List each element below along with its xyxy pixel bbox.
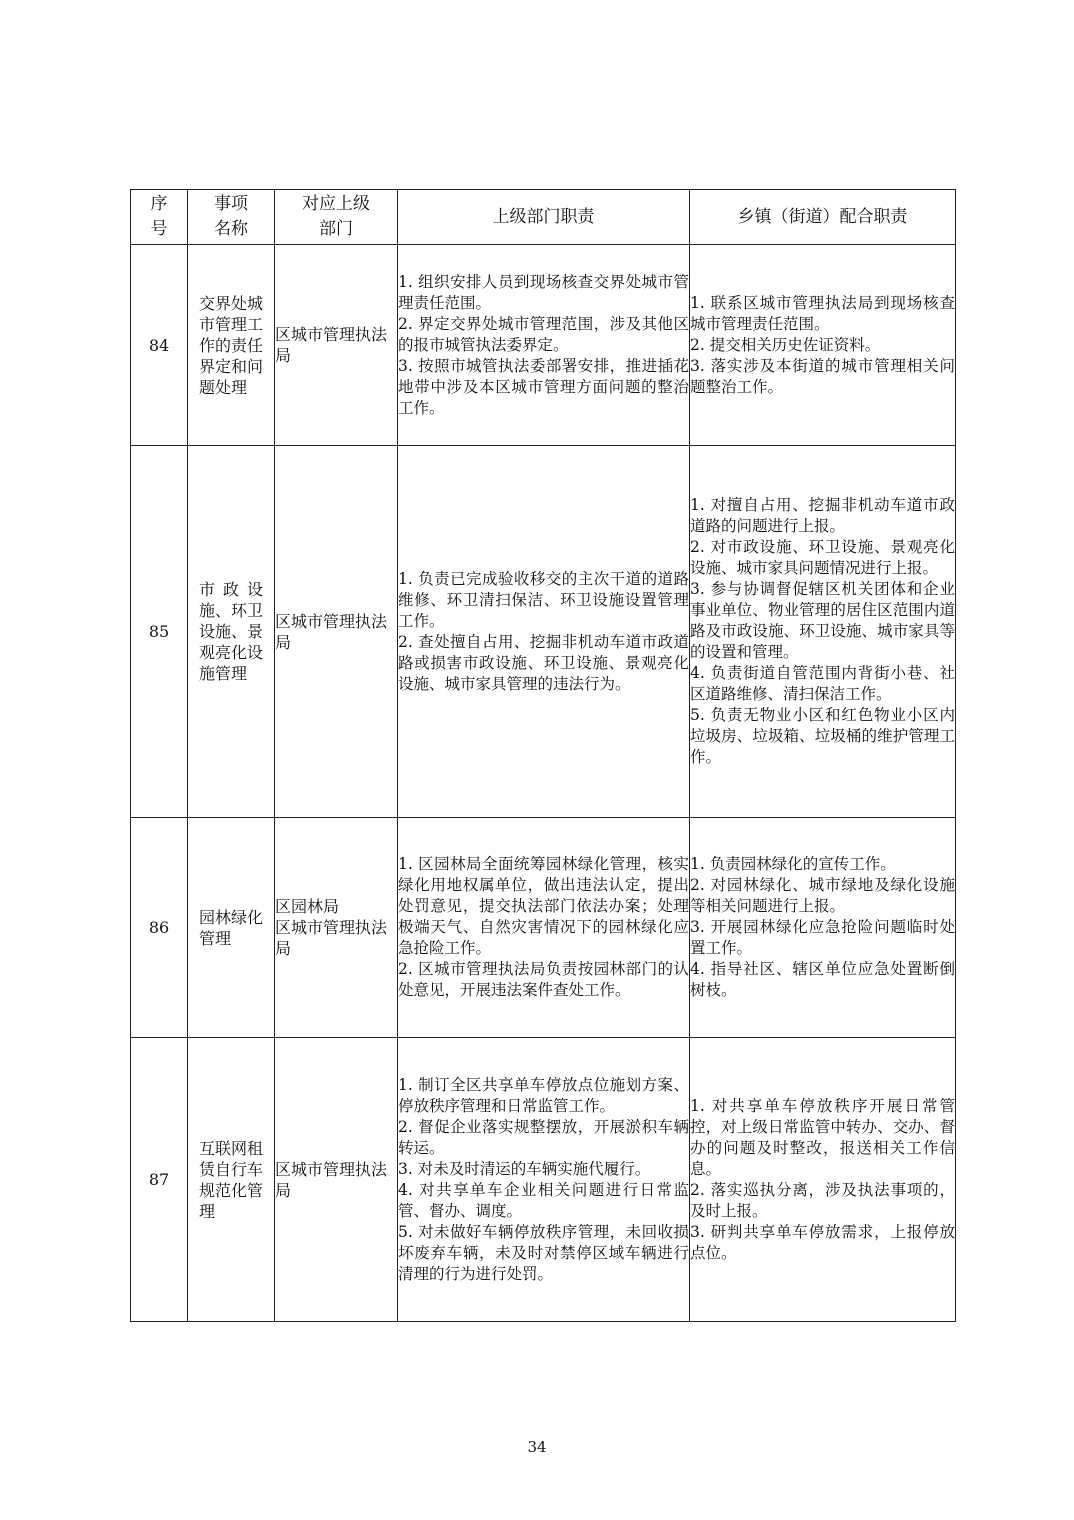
row-upper-duty: 1. 制订全区共享单车停放点位施划方案、停放秩序管理和日常监管工作。 2. 督促企业落实规整摆放，开展淤积车辆转运。 3. 对未及时清运的车辆实施代履行。 4. 对共享单车企业相关问题进行日常监管、督办、调度。 5. 对未做好车辆停放秩序管理，未回收损坏废弃车辆，未及时对禁停区域车辆进行清理的行为进行处罚。 — [398, 1038, 690, 1322]
page-number: 34 — [527, 1438, 547, 1456]
header-seq: 序 号 — [131, 190, 188, 245]
row-upper-duty: 1. 区园林局全面统筹园林绿化管理，核实绿化用地权属单位，做出违法认定，提出处罚意见，提交执法部门依法办案；处理极端天气、自然灾害情况下的园林绿化应急抢险工作。 2. 区城市管理执法局负责按园林部门的认处意见，开展违法案件查处工作。 — [398, 818, 690, 1038]
table-row — [131, 446, 956, 818]
row-item-name: 市政设施、环卫设施、景观亮化设施管理 — [188, 446, 275, 818]
row-town-duty: 1. 联系区城市管理执法局到现场核查城市管理责任范围。 2. 提交相关历史佐证资料。 3. 落实涉及本街道的城市管理相关问题整治工作。 — [690, 245, 956, 446]
table-row — [131, 818, 956, 1038]
table-row — [131, 1038, 956, 1322]
table-row — [131, 245, 956, 446]
header-dept: 对应上级 部门 — [275, 190, 398, 245]
row-item-name: 交界处城市管理工作的责任界定和问题处理 — [188, 245, 275, 446]
header-town-duty: 乡镇（街道）配合职责 — [690, 190, 956, 245]
row-dept: 区园林局 区城市管理执法局 — [275, 818, 398, 1038]
row-seq: 87 — [131, 1038, 188, 1322]
row-dept: 区城市管理执法局 — [275, 446, 398, 818]
row-dept: 区城市管理执法局 — [275, 1038, 398, 1322]
row-seq: 84 — [131, 245, 188, 446]
row-upper-duty: 1. 负责已完成验收移交的主次干道的道路维修、环卫清扫保洁、环卫设施设置管理工作。 2. 查处擅自占用、挖掘非机动车道市政道路或损害市政设施、环卫设施、景观亮化设施、城市家具管理的违法行为。 — [398, 446, 690, 818]
row-town-duty: 1. 对共享单车停放秩序开展日常管控，对上级日常监管中转办、交办、督办的问题及时整改，报送相关工作信息。 2. 落实巡执分离，涉及执法事项的，及时上报。 3. 研判共享单车停放需求，上报停放点位。 — [690, 1038, 956, 1322]
row-seq: 85 — [131, 446, 188, 818]
duty-table — [130, 189, 956, 1322]
header-name: 事项 名称 — [188, 190, 275, 245]
row-seq: 86 — [131, 818, 188, 1038]
row-dept: 区城市管理执法局 — [275, 245, 398, 446]
row-town-duty: 1. 对擅自占用、挖掘非机动车道市政道路的问题进行上报。 2. 对市政设施、环卫设施、景观亮化设施、城市家具问题情况进行上报。 3. 参与协调督促辖区机关团体和企业事业单位、物业管理的居住区范围内道路及市政设施、环卫设施、城市家具等的设置和管理。 4. 负责街道自管范围内背街小巷、社区道路维修、清扫保洁工作。 5. 负责无物业小区和红色物业小区内垃圾房、垃圾箱、垃圾桶的维护管理工作。 — [690, 446, 956, 818]
row-upper-duty: 1. 组织安排人员到现场核查交界处城市管理责任范围。 2. 界定交界处城市管理范围，涉及其他区的报市城管执法委界定。 3. 按照市城管执法委部署安排，推进插花地带中涉及本区城市管理方面问题的整治工作。 — [398, 245, 690, 446]
header-upper-duty: 上级部门职责 — [398, 190, 690, 245]
row-item-name: 互联网租赁自行车规范化管理 — [188, 1038, 275, 1322]
row-item-name: 园林绿化管理 — [188, 818, 275, 1038]
row-town-duty: 1. 负责园林绿化的宣传工作。 2. 对园林绿化、城市绿地及绿化设施等相关问题进行上报。 3. 开展园林绿化应急抢险问题临时处置工作。 4. 指导社区、辖区单位应急处置断倒树枝。 — [690, 818, 956, 1038]
header-row — [131, 190, 956, 245]
